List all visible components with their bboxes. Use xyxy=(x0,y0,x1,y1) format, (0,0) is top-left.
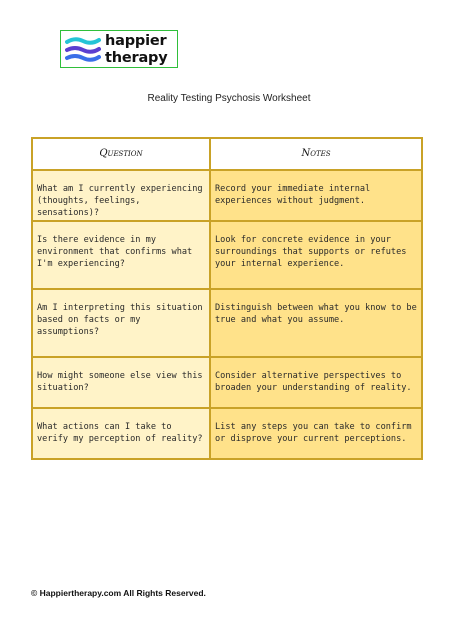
question-cell xyxy=(32,170,210,221)
question-cell xyxy=(32,221,210,289)
notes-cell xyxy=(210,289,422,357)
question-text: How might someone else view this situation? xyxy=(37,371,203,393)
notes-text: Distinguish between what you know to be true and what you assume. xyxy=(215,303,417,325)
table-row xyxy=(32,357,422,408)
question-cell xyxy=(32,289,210,357)
worksheet-title: Reality Testing Psychosis Worksheet xyxy=(147,93,311,104)
column-header-question: Question xyxy=(32,138,210,170)
notes-text: Consider alternative perspectives to broaden your understanding of reality. xyxy=(215,371,412,393)
notes-text: Record your immediate internal experiences without judgment. xyxy=(215,184,371,206)
question-cell xyxy=(32,408,210,459)
column-header-notes: Notes xyxy=(210,138,422,170)
question-text: What am I currently experiencing (thoughts, feelings, sensations)? xyxy=(37,184,203,218)
notes-text: Look for concrete evidence in your surroundings that supports or refutes your internal experience. xyxy=(215,235,407,269)
notes-cell xyxy=(210,408,422,459)
notes-text: List any steps you can take to confirm or disprove your current perceptions. xyxy=(215,422,412,444)
brand-name-line1: happier xyxy=(105,33,167,49)
brand-name xyxy=(105,31,177,67)
notes-cell xyxy=(210,221,422,289)
wave-lines-icon xyxy=(65,36,101,64)
question-text: Am I interpreting this situation based on facts or my assumptions? xyxy=(37,303,203,337)
table-row xyxy=(32,408,422,459)
notes-cell xyxy=(210,170,422,221)
brand-name-line2: therapy xyxy=(105,50,168,66)
table-row xyxy=(32,170,422,221)
table-header-row xyxy=(32,138,422,170)
copyright-footer: © Happiertherapy.com All Rights Reserved. xyxy=(31,588,206,598)
question-text: What actions can I take to verify my perception of reality? xyxy=(37,422,203,444)
table-row xyxy=(32,221,422,289)
worksheet-table xyxy=(31,137,423,460)
brand-logo xyxy=(60,30,178,68)
question-text: Is there evidence in my environment that confirms what I'm experiencing? xyxy=(37,235,193,269)
question-cell xyxy=(32,357,210,408)
table-row xyxy=(32,289,422,357)
notes-cell xyxy=(210,357,422,408)
